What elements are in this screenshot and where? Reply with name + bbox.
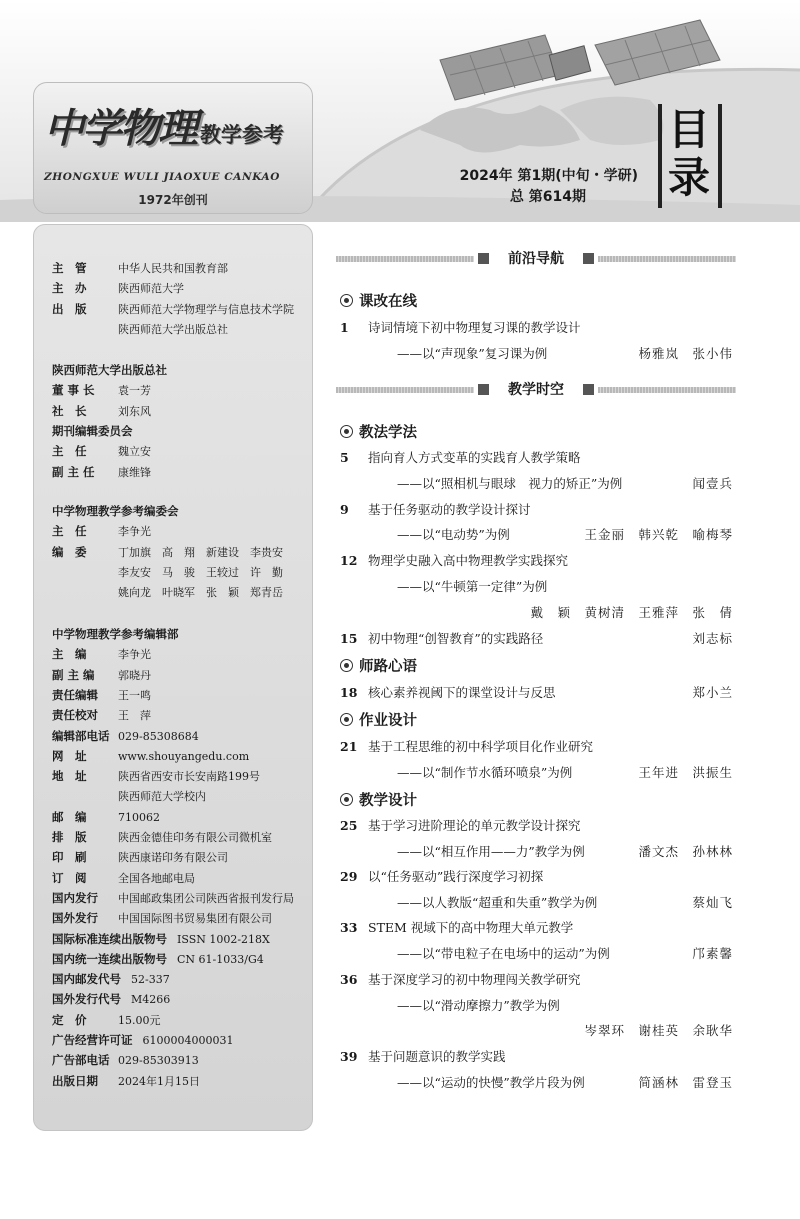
section-banner-teaching-label: 教学时空 [508, 382, 564, 398]
masthead-key: 国际标准连续出版物号 [52, 931, 167, 946]
masthead-value: 中华人民共和国教育部 [118, 262, 228, 275]
entry-title: 基于深度学习的初中物理闯关教学研究 [368, 972, 581, 987]
logo-english: ZHONGXUE WULI JIAOXUE CANKAO [44, 171, 281, 183]
category-label: 课改在线 [359, 294, 417, 310]
masthead-key: 广告部电话 [52, 1053, 110, 1068]
masthead-group-title: 中学物理教学参考编委会 [52, 504, 179, 518]
masthead-key: 主 编 [52, 647, 87, 662]
entry-authors: 戴 颖 黄树清 王雅萍 张 倩 [530, 605, 733, 620]
masthead-row [52, 809, 160, 825]
entry-subtitle: ——以“牛顿第一定律”为例 [397, 579, 548, 594]
category-label: 作业设计 [359, 713, 417, 729]
entry-subtitle: ——以“电动势”为例 [397, 527, 510, 542]
masthead-key: 责任校对 [52, 708, 98, 723]
page-number: 25 [340, 818, 358, 833]
journal-logo [33, 82, 313, 214]
masthead-row [52, 788, 206, 804]
entry-subtitle: ——以“滑动摩擦力”教学为例 [397, 998, 560, 1013]
title-bar-left [658, 104, 662, 208]
masthead-row [52, 280, 184, 296]
entry-title: 基于问题意识的教学实践 [368, 1049, 506, 1064]
masthead-row [52, 890, 294, 906]
masthead-key: 编辑部电话 [52, 728, 110, 743]
toc-entry [340, 318, 733, 336]
masthead-group-title: 陕西师范大学出版总社 [52, 363, 167, 377]
masthead-row [52, 382, 151, 398]
page-number: 39 [340, 1049, 358, 1064]
category-teacher-notes [340, 655, 417, 676]
entry-title: 基于任务驱动的教学设计探讨 [368, 502, 531, 517]
masthead-value: 陕西师范大学校内 [118, 790, 206, 804]
masthead-value: 2024年1月15日 [118, 1074, 200, 1088]
masthead-value: CN 61-1033/G4 [177, 952, 264, 966]
masthead-group-title: 期刊编辑委员会 [52, 424, 133, 438]
masthead-key: 主 管 [52, 261, 87, 275]
masthead-row [52, 707, 151, 723]
toc-entry [340, 448, 733, 466]
page-number: 33 [340, 920, 358, 935]
category-lesson-design [340, 789, 417, 810]
page-number: 9 [340, 502, 349, 517]
masthead-value: 丁加旗 高 翔 新建设 李贵安 [118, 545, 283, 559]
masthead-key: 编 委 [52, 544, 87, 559]
entry-title: 基于工程思维的初中科学项目化作业研究 [368, 739, 594, 754]
masthead-value: 姚向龙 叶晓军 张 颖 郑青岳 [118, 586, 283, 600]
entry-subtitle: ——以“带电粒子在电场中的运动”为例 [397, 946, 610, 961]
masthead-value: 王一鸣 [118, 688, 151, 702]
masthead-group-title: 中学物理教学参考编辑部 [52, 627, 179, 641]
entry-subtitle: ——以“制作节水循环喷泉”为例 [397, 765, 573, 780]
entry-title: 以“任务驱动”践行深度学习初探 [368, 869, 544, 884]
entry-authors: 蔡灿飞 [692, 895, 733, 910]
page-number: 15 [340, 631, 358, 646]
issue-number: 2024年 第1期(中旬・学研) [459, 168, 638, 184]
masthead-value: 魏立安 [118, 445, 151, 459]
bullet-icon [340, 793, 353, 806]
masthead-value: 6100004000031 [142, 1034, 234, 1047]
masthead-row [52, 1032, 233, 1048]
entry-authors: 王年进 洪振生 [638, 765, 733, 780]
masthead-key: 订 阅 [52, 870, 87, 885]
header-band [0, 0, 800, 222]
toc-entry [340, 737, 733, 755]
masthead-row [52, 931, 270, 947]
masthead-value: 全国各地邮电局 [118, 871, 195, 885]
masthead-value: 52-337 [131, 973, 170, 987]
masthead-row [52, 1052, 199, 1068]
masthead-row [52, 768, 260, 784]
masthead-row [52, 687, 151, 703]
entry-title: 核心素养视阈下的课堂设计与反思 [368, 685, 556, 700]
masthead-key: 责任编辑 [52, 687, 98, 702]
masthead-key: 国内发行 [52, 890, 98, 905]
masthead-value: 中国国际图书贸易集团有限公司 [118, 912, 272, 926]
entry-authors: 王金丽 韩兴乾 喻梅琴 [584, 527, 733, 542]
founded-year: 1972年创刊 [138, 193, 208, 207]
masthead-key: 广告经营许可证 [52, 1033, 133, 1047]
entry-authors: 刘志标 [692, 631, 733, 646]
entry-title: STEM 视域下的高中物理大单元教学 [368, 920, 574, 935]
masthead-key: 国内邮发代号 [52, 972, 121, 987]
entry-title: 基于学习进阶理论的单元教学设计探究 [368, 818, 581, 833]
masthead-key: 主 办 [52, 281, 87, 296]
masthead-row [52, 260, 228, 276]
masthead-row [52, 849, 228, 865]
section-banner-frontier-label: 前沿导航 [508, 251, 564, 267]
category-methods [340, 421, 417, 442]
masthead-value: 李友安 马 骏 王较过 许 勤 [118, 565, 283, 579]
entry-title: 初中物理“创智教育”的实践路径 [368, 631, 544, 646]
toc-heading [664, 106, 714, 202]
entry-title: 诗词情境下初中物理复习课的教学设计 [368, 320, 581, 335]
masthead-value: 王 萍 [118, 709, 151, 723]
toc-entry [340, 970, 733, 988]
masthead-key: 地 址 [52, 769, 87, 784]
page-number: 5 [340, 450, 349, 465]
masthead-row [52, 1073, 200, 1089]
bullet-icon [340, 425, 353, 438]
toc-entry [340, 629, 733, 647]
page-number: 1 [340, 320, 349, 335]
logo-title-big: 中学物理 [44, 105, 196, 152]
page-number: 29 [340, 869, 358, 884]
masthead-value: 陕西师范大学物理学与信息技术学院 [118, 302, 294, 316]
masthead-row [52, 523, 151, 539]
masthead-row [52, 991, 170, 1007]
entry-title: 物理学史融入高中物理教学实践探究 [368, 553, 569, 568]
masthead-value: ISSN 1002-218X [177, 932, 270, 946]
masthead-key: 董 事 长 [52, 383, 95, 398]
page-number: 12 [340, 553, 358, 568]
masthead-key: 国内统一连续出版物号 [52, 951, 167, 966]
entry-subtitle: ——以“运动的快慢”教学片段为例 [397, 1075, 585, 1090]
masthead-value: www.shouyangedu.com [118, 749, 250, 763]
masthead-key: 社 长 [52, 403, 87, 418]
toc-entry [340, 683, 733, 701]
masthead-value: 陕西师范大学出版总社 [118, 322, 228, 336]
category-label: 师路心语 [359, 659, 417, 675]
category-label: 教法学法 [359, 425, 417, 441]
masthead-row [52, 728, 199, 744]
masthead-key: 出版日期 [52, 1073, 98, 1088]
masthead-row [52, 829, 272, 845]
category-homework [340, 709, 417, 730]
masthead-row [52, 646, 151, 662]
page-number: 36 [340, 972, 358, 987]
masthead-value: 029-85308684 [118, 729, 199, 743]
entry-subtitle: ——以“声现象”复习课为例 [397, 346, 548, 361]
masthead-key: 主 任 [52, 524, 87, 539]
masthead-value: 15.00元 [118, 1013, 161, 1027]
masthead-value: 中国邮政集团公司陕西省报刊发行局 [118, 891, 294, 905]
masthead-row [52, 464, 151, 480]
masthead-key: 副 主 编 [52, 667, 95, 682]
masthead-row [52, 870, 195, 886]
masthead-key: 印 刷 [52, 850, 87, 865]
toc-entry [340, 867, 733, 885]
toc-entry [340, 551, 733, 569]
title-bar-right [718, 104, 722, 208]
section-banner-frontier [336, 252, 736, 266]
bullet-icon [340, 294, 353, 307]
masthead-key: 国外发行 [52, 911, 98, 926]
masthead-row [52, 584, 283, 600]
masthead-row [52, 443, 151, 459]
masthead-value: 李争光 [118, 648, 151, 662]
page-number: 18 [340, 685, 358, 700]
masthead-key: 邮 编 [52, 809, 87, 824]
masthead-row [52, 667, 151, 683]
masthead-value: 康维锋 [118, 465, 151, 479]
masthead-value: 陕西康诺印务有限公司 [118, 851, 228, 865]
masthead-value: 郭晓丹 [118, 668, 151, 682]
masthead-row [52, 971, 170, 987]
masthead-row [52, 301, 294, 317]
masthead-value: 029-85303913 [118, 1054, 199, 1068]
masthead-row [52, 748, 249, 764]
category-label: 教学设计 [359, 793, 417, 809]
entry-subtitle: ——以人教版“超重和失重”教学为例 [397, 895, 598, 910]
masthead-key: 网 址 [52, 748, 87, 763]
toc-entry [340, 1047, 733, 1065]
masthead-row [52, 403, 151, 419]
masthead-row [52, 564, 283, 580]
masthead-value: 710062 [118, 810, 160, 824]
entry-authors: 简涵林 雷登玉 [638, 1075, 733, 1090]
masthead-row [52, 1012, 161, 1028]
bullet-icon [340, 659, 353, 672]
entry-subtitle: ——以“相互作用——力”教学为例 [397, 844, 585, 859]
masthead-key: 定 价 [52, 1012, 87, 1027]
toc-heading-char-2: 录 [667, 153, 710, 202]
masthead-row [52, 910, 272, 926]
logo-title-small: 教学参考 [200, 123, 284, 147]
entry-authors: 闻壹兵 [692, 476, 733, 491]
entry-authors: 潘文杰 孙林林 [638, 844, 733, 859]
masthead-key: 国外发行代号 [52, 992, 121, 1007]
masthead-value: M4266 [131, 993, 171, 1007]
masthead-row [52, 321, 228, 337]
entry-subtitle: ——以“照相机与眼球 视力的矫正”为例 [397, 476, 623, 491]
masthead-value: 陕西师范大学 [118, 282, 184, 296]
masthead-value: 李争光 [118, 525, 151, 539]
masthead-value: 刘东风 [118, 404, 151, 418]
issue-total: 总 第614期 [509, 189, 586, 205]
toc-heading-char-1: 目 [667, 105, 710, 154]
entry-title: 指向育人方式变革的实践育人教学策略 [368, 450, 581, 465]
bullet-icon [340, 713, 353, 726]
entry-authors: 杨雅岚 张小伟 [638, 346, 733, 361]
page-number: 21 [340, 739, 358, 754]
entry-authors: 邝素馨 [692, 946, 733, 961]
entry-authors: 岑翠环 谢桂英 余耿华 [584, 1023, 733, 1038]
masthead-key: 排 版 [52, 830, 87, 844]
masthead-row [52, 951, 264, 967]
toc-entry [340, 816, 733, 834]
masthead-value: 陕西金德佳印务有限公司微机室 [118, 831, 272, 844]
toc-entry [340, 500, 733, 518]
logo-title [44, 97, 284, 154]
masthead-row [52, 544, 283, 560]
toc-entry [340, 918, 733, 936]
masthead-value: 陕西省西安市长安南路199号 [118, 770, 260, 784]
entry-authors: 郑小兰 [692, 685, 733, 700]
masthead-key: 出 版 [52, 301, 87, 316]
masthead-value: 袁一芳 [118, 384, 151, 398]
masthead-key: 副 主 任 [52, 464, 95, 479]
section-banner-teaching [336, 383, 736, 397]
masthead-key: 主 任 [52, 444, 87, 459]
category-curriculum [340, 290, 417, 311]
